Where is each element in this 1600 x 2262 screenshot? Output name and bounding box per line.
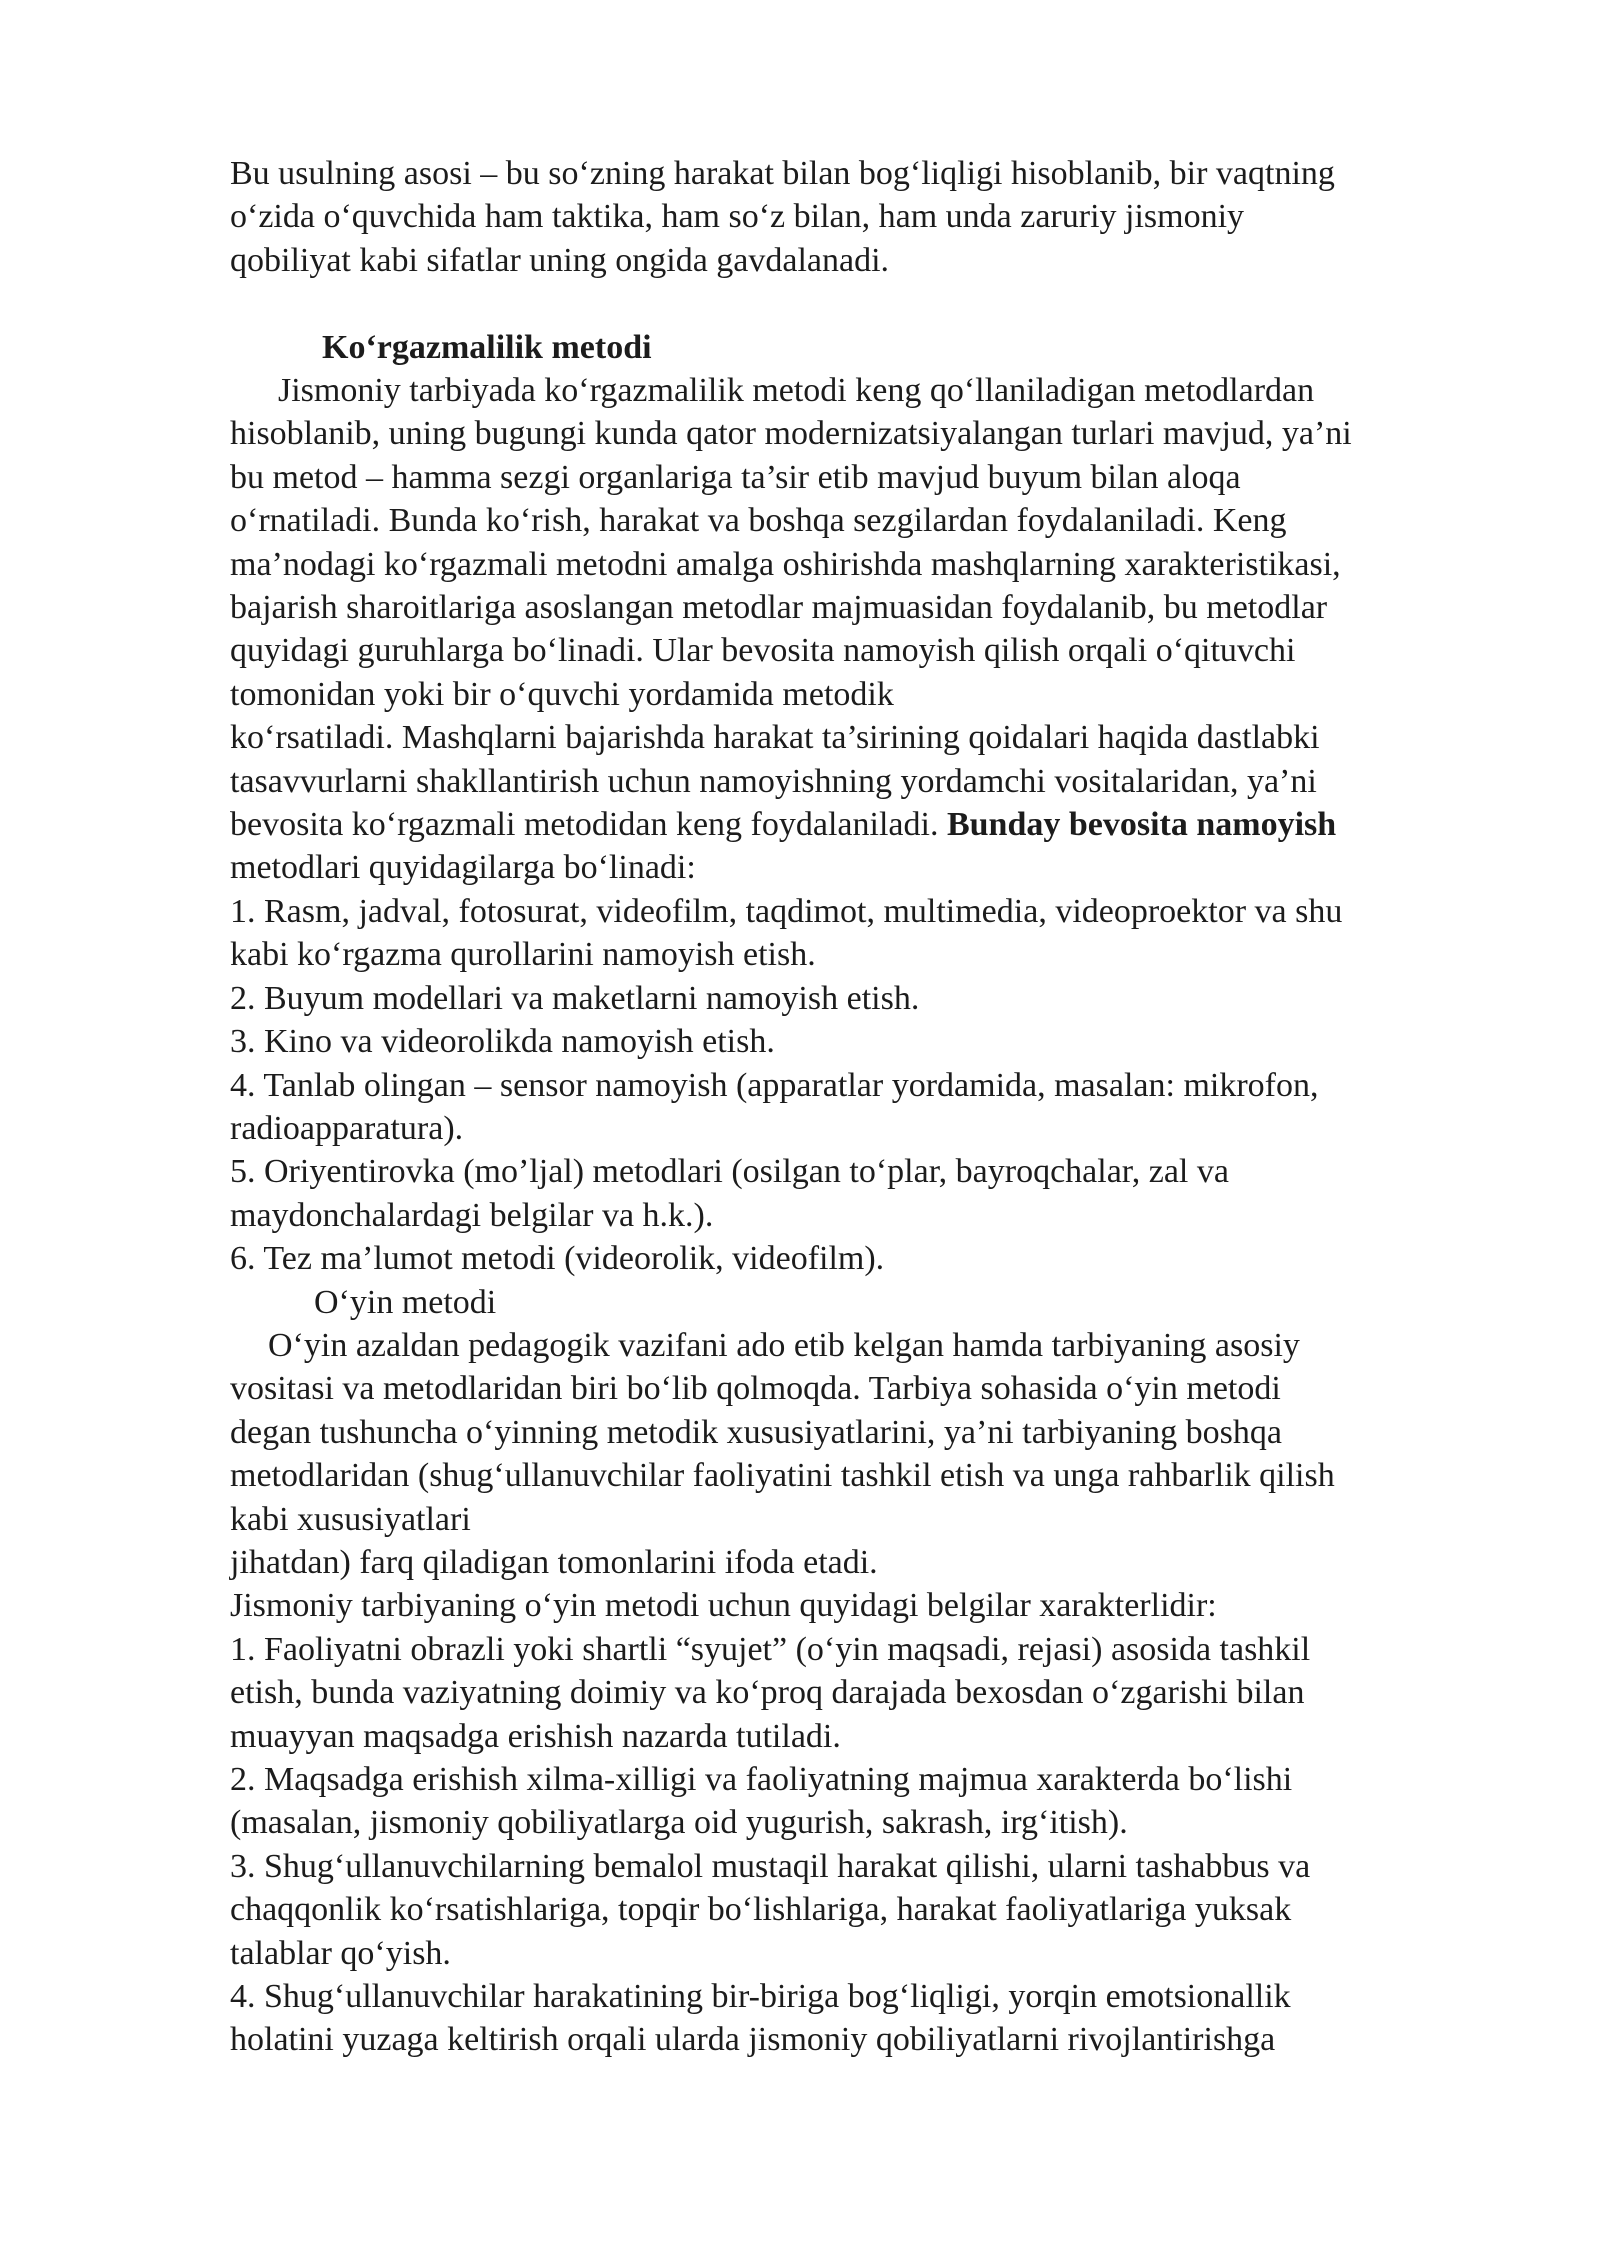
section-heading: O‘yin metodi <box>314 1283 497 1321</box>
text-line: metodlaridan (shug‘ullanuvchilar faoliyatini tashkil etish va unga rahbarlik qilish <box>230 1457 1335 1495</box>
paragraph-gap <box>230 282 1470 325</box>
text-line: jihatdan) farq qiladigan tomonlarini ifoda etadi. <box>230 1543 878 1581</box>
list-item: 3. Shug‘ullanuvchilarning bemalol mustaqil harakat qilishi, ularni tashabbus va <box>230 1847 1311 1885</box>
list-item: 3. Kino va videorolikda namoyish etish. <box>230 1023 775 1061</box>
text-run: bevosita ko‘rgazmali metodidan keng foydalaniladi. <box>230 806 939 844</box>
text-line: quyidagi guruhlarga bo‘linadi. Ular bevosita namoyish qilish orqali o‘qituvchi <box>230 632 1296 670</box>
text-line: kabi ko‘rgazma qurollarini namoyish etish. <box>230 936 816 974</box>
text-line: chaqqonlik ko‘rsatishlariga, topqir bo‘lishlariga, harakat faoliyatlariga yuksak <box>230 1891 1292 1929</box>
text-line: ko‘rsatiladi. Mashqlarni bajarishda harakat ta’sirining qoidalari haqida dastlabki <box>230 719 1320 757</box>
text-line: bajarish sharoitlariga asoslangan metodlar majmuasidan foydalanib, bu metodlar <box>230 589 1328 627</box>
text-line: talablar qo‘yish. <box>230 1934 451 1972</box>
section-heading: Ko‘rgazmalilik metodi <box>322 328 652 366</box>
list-item: 2. Maqsadga erishish xilma-xilligi va faoliyatning majmua xarakterda bo‘lishi <box>230 1761 1293 1799</box>
text-line: holatini yuzaga keltirish orqali ularda jismoniy qobiliyatlarni rivojlantirishga <box>230 2021 1276 2059</box>
list-item: 1. Rasm, jadval, fotosurat, videofilm, taqdimot, multimedia, videoproektor va shu <box>230 892 1343 930</box>
text-line: qobiliyat kabi sifatlar uning ongida gavdalanadi. <box>230 241 890 279</box>
text-line: vositasi va metodlaridan biri bo‘lib qolmoqda. Tarbiya sohasida o‘yin metodi <box>230 1370 1281 1408</box>
list-item: 5. Oriyentirovka (mo’ljal) metodlari (osilgan to‘plar, bayroqchalar, zal va <box>230 1153 1229 1191</box>
text-line: (masalan, jismoniy qobiliyatlarga oid yugurish, sakrash, irg‘itish). <box>230 1804 1128 1842</box>
text-line: tomonidan yoki bir o‘quvchi yordamida metodik <box>230 675 894 713</box>
text-line: kabi xususiyatlari <box>230 1500 471 1538</box>
text-line: tasavvurlarni shakllantirish uchun namoyishning yordamchi vositalaridan, ya’ni <box>230 762 1317 800</box>
list-item: 6. Tez ma’lumot metodi (videorolik, videofilm). <box>230 1240 885 1278</box>
list-item: 2. Buyum modellari va maketlarni namoyish etish. <box>230 979 920 1017</box>
list-item: 4. Shug‘ullanuvchilar harakatining bir-biriga bog‘liqligi, yorqin emotsionallik <box>230 1978 1291 2016</box>
text-line: o‘zida o‘quvchida ham taktika, ham so‘z bilan, ham unda zaruriy jismoniy <box>230 198 1245 236</box>
text-line: O‘yin azaldan pedagogik vazifani ado etib kelgan hamda tarbiyaning asosiy <box>268 1326 1300 1364</box>
list-item: 1. Faoliyatni obrazli yoki shartli “syujet” (o‘yin maqsadi, rejasi) asosida tashkil <box>230 1630 1311 1668</box>
text-line: radioapparatura). <box>230 1109 464 1147</box>
text-line: muayyan maqsadga erishish nazarda tutiladi. <box>230 1717 841 1755</box>
document-body <box>230 152 1470 2062</box>
text-line: bu metod – hamma sezgi organlariga ta’sir etib mavjud buyum bilan aloqa <box>230 458 1241 496</box>
text-line-mixed <box>230 803 1470 846</box>
text-line: metodlari quyidagilarga bo‘linadi: <box>230 849 696 887</box>
text-line: maydonchalardagi belgilar va h.k.). <box>230 1196 714 1234</box>
text-line: Jismoniy tarbiyaning o‘yin metodi uchun quyidagi belgilar xarakterlidir: <box>230 1587 1217 1625</box>
text-line: o‘rnatiladi. Bunda ko‘rish, harakat va boshqa sezgilardan foydalaniladi. Keng <box>230 502 1287 540</box>
text-line: Jismoniy tarbiyada ko‘rgazmalilik metodi keng qo‘llaniladigan metodlardan <box>278 372 1315 410</box>
text-line: ma’nodagi ko‘rgazmali metodni amalga oshirishda mashqlarning xarakteristikasi, <box>230 545 1341 583</box>
list-item: 4. Tanlab olingan – sensor namoyish (apparatlar yordamida, masalan: mikrofon, <box>230 1066 1319 1104</box>
text-line: Bu usulning asosi – bu so‘zning harakat bilan bog‘liqligi hisoblanib, bir vaqtning <box>230 155 1335 192</box>
bold-text-run: Bunday bevosita namoyish <box>946 806 1337 844</box>
text-line: etish, bunda vaziyatning doimiy va ko‘proq darajada bexosdan o‘zgarishi bilan <box>230 1674 1305 1712</box>
text-line: hisoblanib, uning bugungi kunda qator modernizatsiyalangan turlari mavjud, ya’ni <box>230 415 1352 453</box>
text-line: degan tushuncha o‘yinning metodik xususiyatlarini, ya’ni tarbiyaning boshqa <box>230 1413 1282 1451</box>
